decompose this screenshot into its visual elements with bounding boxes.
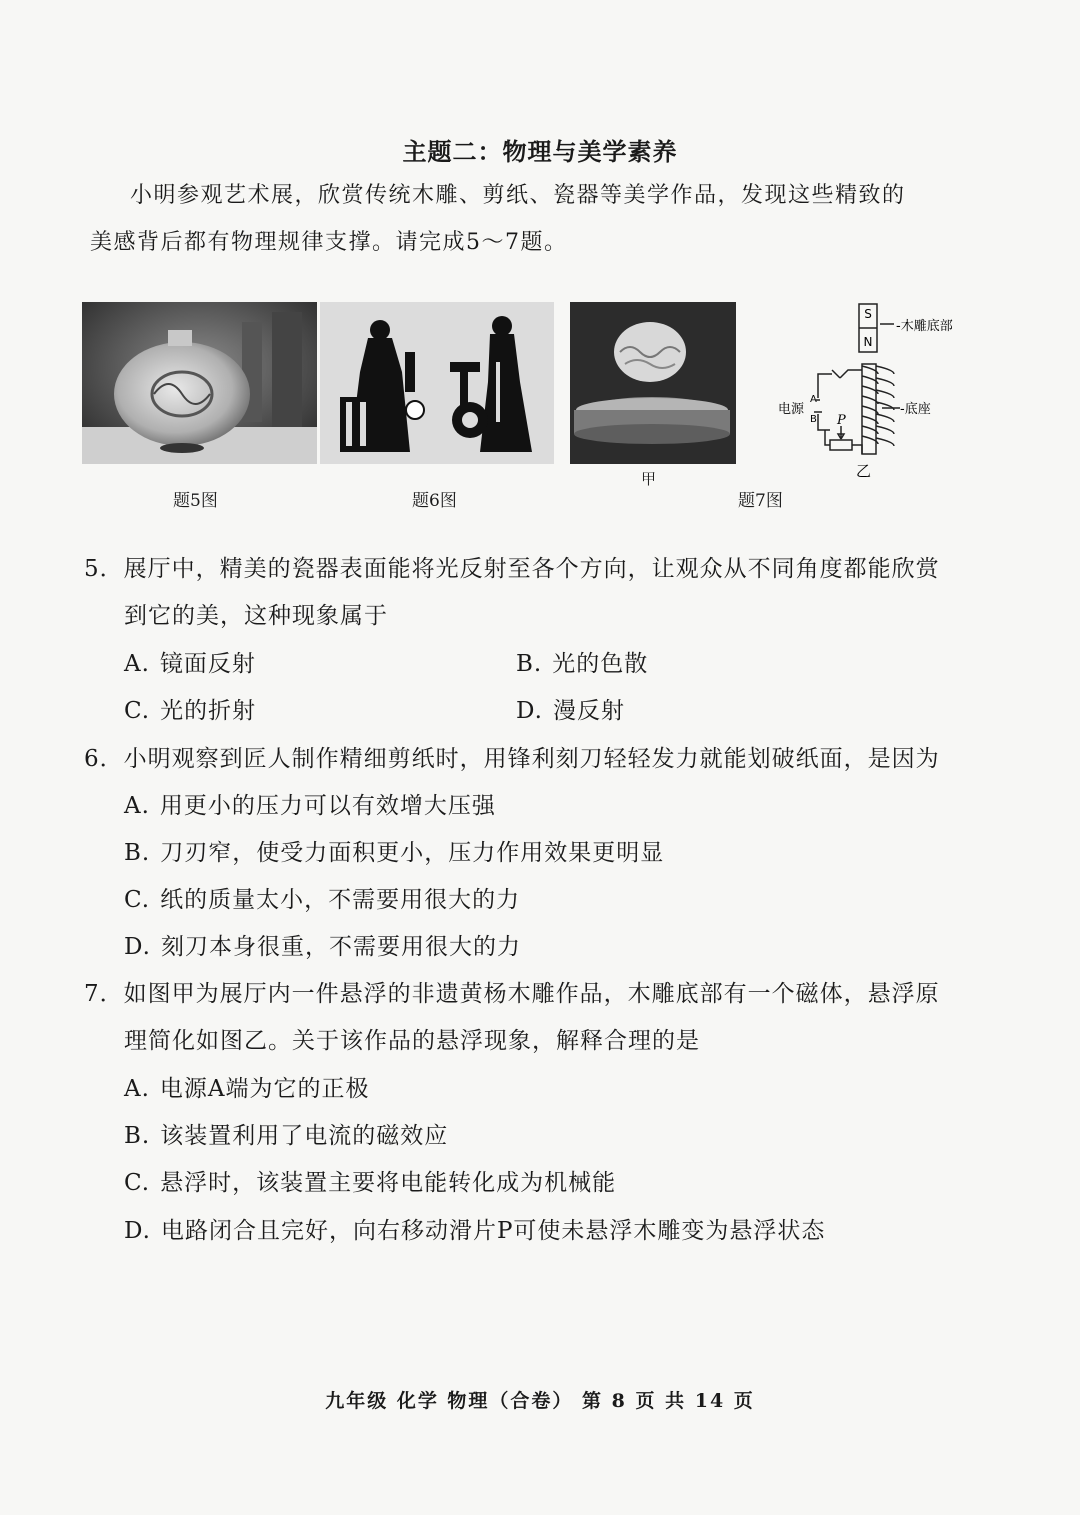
fig6-papercut-photo — [320, 302, 554, 464]
label-p: P — [837, 413, 846, 428]
intro-line-1: 小明参观艺术展，欣赏传统木雕、剪纸、瓷器等美学作品，发现这些精致的 — [130, 183, 906, 208]
theme-title: 主题二：物理与美学素养 — [402, 137, 678, 166]
fig7-jia-levitation-photo — [570, 302, 736, 464]
q7-line-2: 理简化如图乙。关于该作品的悬浮现象，解释合理的是 — [124, 1028, 700, 1054]
fig7-jia-label: 甲 — [641, 470, 657, 488]
q7-line-1: 如图甲为展厅内一件悬浮的非遗黄杨木雕作品，木雕底部有一个磁体，悬浮原 — [123, 981, 940, 1007]
label-stand: -底座 — [900, 402, 931, 417]
q7-option-b[interactable]: B. 该装置利用了电流的磁效应 — [124, 1123, 449, 1149]
q5-option-b[interactable]: B. 光的色散 — [516, 651, 649, 677]
q7-option-c[interactable]: C. 悬浮时，该装置主要将电能转化成为机械能 — [124, 1170, 617, 1196]
q6-line-1: 小明观察到匠人制作精细剪纸时，用锋利刻刀轻轻发力就能划破纸面，是因为 — [123, 746, 940, 772]
q5-option-c[interactable]: C. 光的折射 — [124, 698, 257, 724]
q6-option-d[interactable]: D. 刻刀本身很重，不需要用很大的力 — [124, 934, 521, 960]
q7-option-d[interactable]: D. 电路闭合且完好，向右移动滑片P可使未悬浮木雕变为悬浮状态 — [124, 1218, 826, 1244]
intro-line-2: 美感背后都有物理规律支撑。请完成5～7题。 — [90, 230, 568, 255]
fig5-caption: 题5图 — [173, 491, 218, 511]
q6-number: 6． — [84, 746, 124, 772]
q6-option-a[interactable]: A. 用更小的压力可以有效增大压强 — [124, 793, 496, 819]
label-wood-base: -木雕底部 — [896, 319, 953, 334]
label-a: A — [810, 394, 817, 405]
magnet-s: S — [864, 307, 872, 321]
fig7-caption: 题7图 — [738, 491, 783, 511]
label-b: B — [810, 414, 817, 425]
fig7-yi-circuit-diagram — [770, 300, 970, 480]
q5-number: 5． — [84, 556, 124, 582]
q6-option-b[interactable]: B. 刀刃窄，使受力面积更小，压力作用效果更明显 — [124, 840, 665, 866]
q7-option-a[interactable]: A. 电源A端为它的正极 — [124, 1076, 370, 1102]
q5-option-a[interactable]: A. 镜面反射 — [124, 651, 256, 677]
fig7-yi-label: 乙 — [856, 462, 872, 480]
q7-number: 7． — [84, 981, 124, 1007]
q5-line-2: 到它的美，这种现象属于 — [124, 603, 388, 629]
label-power: 电源 — [778, 402, 805, 417]
q5-line-1: 展厅中，精美的瓷器表面能将光反射至各个方向，让观众从不同角度都能欣赏 — [123, 556, 940, 582]
fig5-porcelain-photo — [82, 302, 317, 464]
fig6-caption: 题6图 — [412, 491, 457, 511]
q6-option-c[interactable]: C. 纸的质量太小，不需要用很大的力 — [124, 887, 521, 913]
page-footer: 九年级 化学 物理（合卷） 第 8 页 共 14 页 — [325, 1390, 755, 1412]
magnet-n: N — [863, 335, 873, 349]
q5-option-d[interactable]: D. 漫反射 — [516, 698, 625, 724]
